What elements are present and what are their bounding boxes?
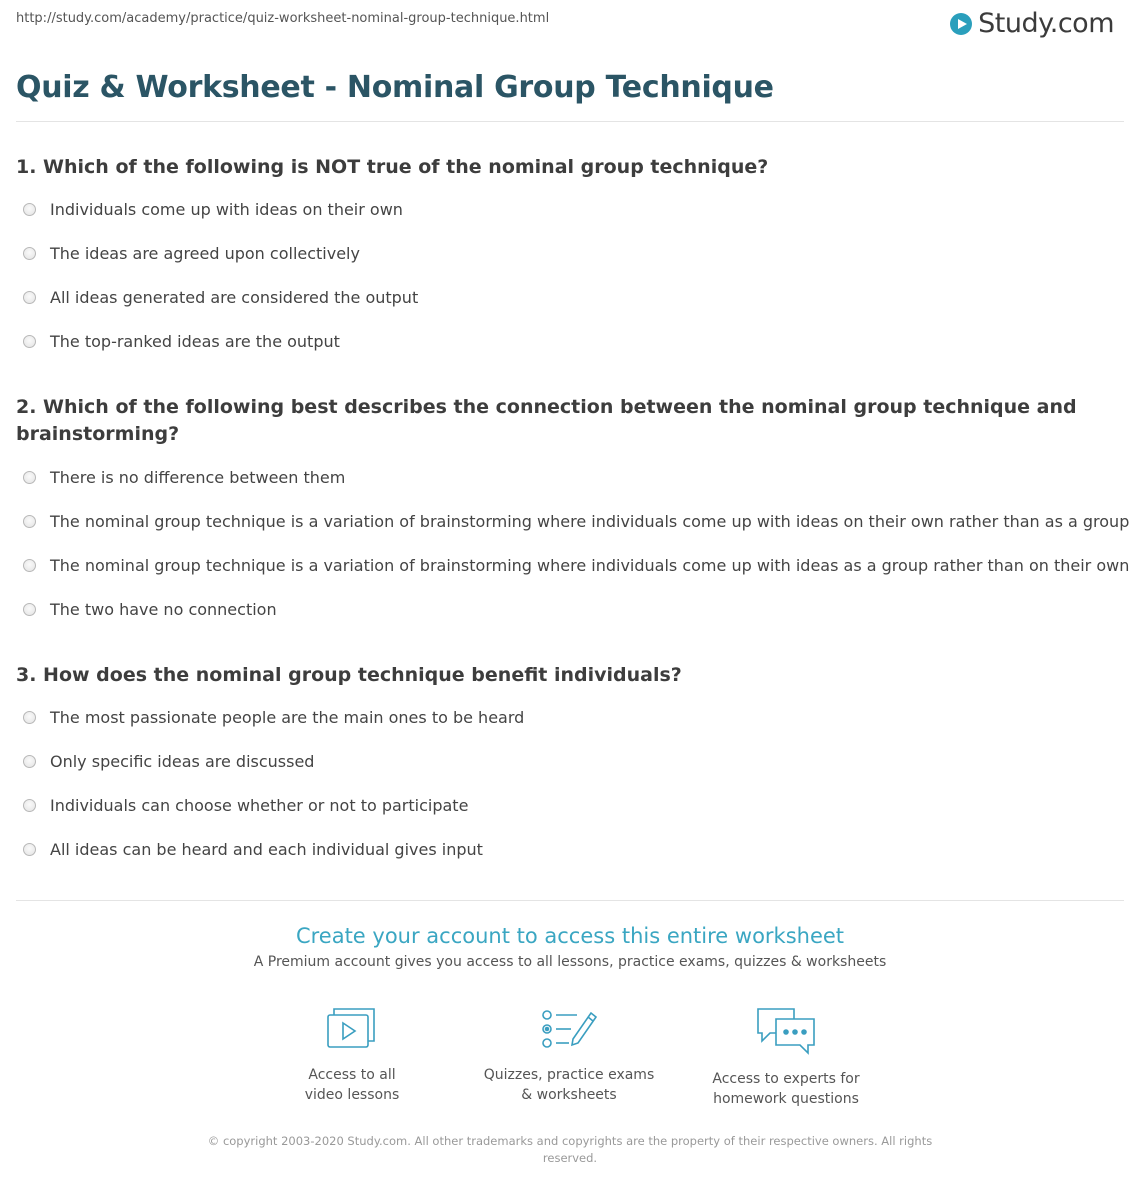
- radio-button[interactable]: [23, 471, 36, 484]
- option-1-d[interactable]: [23, 332, 340, 351]
- option-label: There is no difference between them: [50, 468, 346, 487]
- option-2-d[interactable]: [23, 600, 277, 619]
- cta-subtitle: A Premium account gives you access to all lessons, practice exams, quizzes & worksheets: [253, 954, 887, 970]
- option-3-d[interactable]: [23, 840, 483, 859]
- copyright-footer: © copyright 2003-2020 Study.com. All other trademarks and copyrights are the property of their respective owners. All rights reserved.: [207, 1134, 933, 1165]
- radio-button[interactable]: [23, 335, 36, 348]
- option-label: The top-ranked ideas are the output: [50, 332, 340, 351]
- radio-button[interactable]: [23, 755, 36, 768]
- radio-button[interactable]: [23, 203, 36, 216]
- option-label: The nominal group technique is a variation of brainstorming where individuals come up with ideas on their own rather than as a group: [50, 512, 1130, 531]
- feature-quizzes: [474, 1005, 664, 1105]
- option-2-a[interactable]: [23, 468, 345, 487]
- question-3: 3. How does the nominal group technique benefit individuals?: [16, 664, 682, 686]
- option-label: Individuals can choose whether or not to participate: [50, 796, 469, 815]
- logo-text: Study.com: [978, 8, 1114, 39]
- option-label: The ideas are agreed upon collectively: [50, 244, 360, 263]
- option-label: The two have no connection: [50, 600, 277, 619]
- option-3-c[interactable]: [23, 796, 468, 815]
- video-lessons-icon: [324, 1005, 380, 1053]
- option-label: All ideas can be heard and each individual gives input: [50, 840, 483, 859]
- feature-experts: [691, 1005, 881, 1109]
- divider: [16, 900, 1124, 901]
- radio-button[interactable]: [23, 711, 36, 724]
- option-3-b[interactable]: [23, 752, 314, 771]
- radio-button[interactable]: [23, 603, 36, 616]
- feature-label: Access to experts for homework questions: [712, 1071, 860, 1107]
- radio-button[interactable]: [23, 515, 36, 528]
- page-title: Quiz & Worksheet - Nominal Group Technique: [16, 70, 774, 105]
- option-2-b[interactable]: [23, 512, 1129, 531]
- option-2-c[interactable]: [23, 556, 1129, 575]
- radio-button[interactable]: [23, 247, 36, 260]
- chat-bubbles-icon: [754, 1005, 818, 1057]
- option-1-c[interactable]: [23, 288, 418, 307]
- question-1: 1. Which of the following is NOT true of the nominal group technique?: [16, 156, 769, 178]
- play-logo-icon: [950, 13, 972, 35]
- option-label: All ideas generated are considered the output: [50, 288, 419, 307]
- question-2: 2. Which of the following best describes the connection between the nominal group technique and brainstorming?: [16, 396, 1077, 445]
- option-label: Only specific ideas are discussed: [50, 752, 315, 771]
- option-label: The most passionate people are the main ones to be heard: [50, 708, 525, 727]
- radio-button[interactable]: [23, 843, 36, 856]
- option-3-a[interactable]: [23, 708, 524, 727]
- cta-title[interactable]: Create your account to access this entire worksheet: [295, 924, 845, 948]
- feature-label: Access to all video lessons: [304, 1067, 400, 1103]
- option-1-a[interactable]: [23, 200, 403, 219]
- option-label: Individuals come up with ideas on their own: [50, 200, 403, 219]
- quiz-checklist-icon: [539, 1005, 599, 1053]
- option-label: The nominal group technique is a variation of brainstorming where individuals come up with ideas as a group rather than on their own: [50, 556, 1130, 575]
- radio-button[interactable]: [23, 799, 36, 812]
- option-1-b[interactable]: [23, 244, 360, 263]
- feature-label: Quizzes, practice exams & worksheets: [483, 1067, 655, 1103]
- study-logo[interactable]: [950, 8, 1114, 39]
- divider: [16, 121, 1124, 122]
- radio-button[interactable]: [23, 559, 36, 572]
- feature-video-lessons: [257, 1005, 447, 1105]
- page-url: http://study.com/academy/practice/quiz-worksheet-nominal-group-technique.html: [16, 11, 550, 26]
- radio-button[interactable]: [23, 291, 36, 304]
